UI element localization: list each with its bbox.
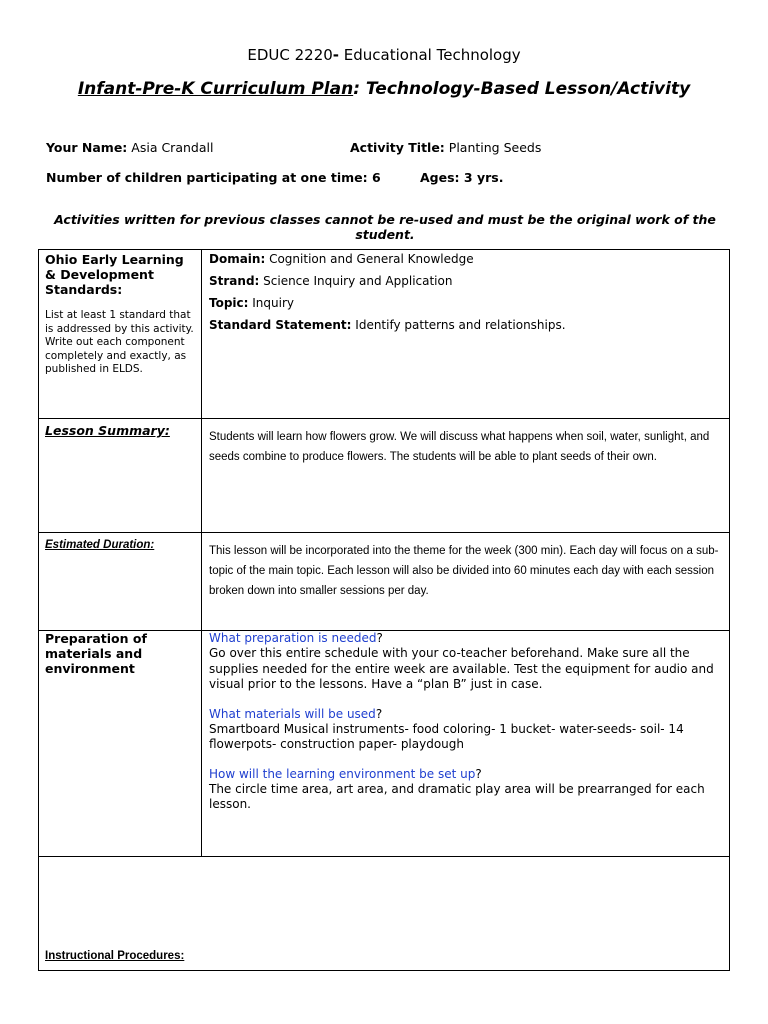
environment-question-mark: ? [475, 766, 482, 781]
statement-label: Standard Statement: [209, 318, 352, 332]
procedures-cell [39, 857, 730, 971]
name-row [46, 140, 213, 155]
strand-value: Science Inquiry and Application [259, 274, 453, 288]
statement-value: Identify patterns and relationships. [351, 318, 566, 332]
standards-label-cell [39, 250, 202, 419]
preparation-label-cell [39, 631, 202, 857]
procedures-row [39, 857, 730, 971]
materials-question-text: What materials will be used [209, 706, 376, 721]
procedures-heading: Instructional Procedures: [45, 950, 185, 962]
course-dash: - [332, 46, 340, 64]
document-title [0, 79, 768, 99]
domain-value: Cognition and General Knowledge [265, 252, 474, 266]
summary-content-cell [202, 419, 730, 533]
environment-answer: The circle time area, art area, and dramatic play area will be prearranged for each lesson. [209, 781, 705, 811]
environment-question [209, 767, 723, 782]
children-label: Number of children participating at one time: [46, 170, 368, 185]
duration-content-cell [202, 533, 730, 631]
standards-content-cell [202, 250, 730, 419]
domain-line [209, 252, 723, 267]
topic-label: Topic: [209, 296, 249, 310]
materials-question [209, 707, 723, 722]
children-row [46, 170, 381, 185]
duration-row [39, 533, 730, 631]
activity-value: Planting Seeds [444, 140, 542, 155]
title-colon: : [353, 79, 366, 99]
standards-row [39, 250, 730, 419]
originality-notice: Activities written for previous classes cannot be re-used and must be the original work of the student. [54, 212, 716, 242]
topic-value: Inquiry [248, 296, 295, 310]
domain-label: Domain: [209, 252, 266, 266]
lesson-plan-table [38, 249, 730, 971]
title-main: Infant-Pre-K Curriculum Plan [77, 79, 354, 99]
course-heading [0, 46, 768, 64]
standards-instructions: List at least 1 standard that is addressed by this activity. Write out each component completely and exactly, as published in ELDS. [45, 309, 194, 375]
name-value: Asia Crandall [127, 140, 214, 155]
summary-row [39, 419, 730, 533]
activity-label: Activity Title: [350, 140, 445, 155]
duration-label-cell [39, 533, 202, 631]
preparation-content-cell [202, 631, 730, 857]
course-name: Educational Technology [339, 46, 521, 64]
strand-label: Strand: [209, 274, 260, 288]
activity-row [350, 140, 541, 155]
name-label: Your Name: [46, 140, 128, 155]
preparation-question [209, 631, 723, 646]
ages-label: Ages: [420, 170, 460, 185]
preparation-answer: Go over this entire schedule with your co-teacher beforehand. Make sure all the supplies needed for the entire week are available. Test the equipment for audio and visual prior to the lessons. Have a “plan B” just in case. [209, 646, 714, 691]
duration-heading: Estimated Duration: [45, 539, 155, 551]
standards-heading: Ohio Early Learning & Development Standards: [45, 252, 184, 297]
materials-question-mark: ? [375, 706, 383, 721]
preparation-question-mark: ? [376, 631, 383, 645]
materials-answer: Smartboard Musical instruments- food coloring- 1 bucket- water-seeds- soil- 14 flowerpots- construction paper- playdough [209, 721, 684, 751]
children-value: 6 [367, 170, 381, 185]
preparation-question-text: What preparation is needed [209, 631, 377, 645]
summary-label-cell [39, 419, 202, 533]
preparation-row [39, 631, 730, 857]
ages-row [420, 170, 503, 185]
title-rest: Technology-Based Lesson/Activity [365, 79, 691, 99]
topic-line [209, 296, 723, 311]
summary-text: Students will learn how flowers grow. We will discuss what happens when soil, water, sunlight, and seeds combine to produce flowers. The students will be able to plant seeds of their own. [209, 431, 710, 463]
summary-heading: Lesson Summary: [45, 423, 170, 438]
duration-text: This lesson will be incorporated into the theme for the week (300 min). Each day will focus on a sub-topic of the main topic. Each lesson will also be divided into 60 minutes each day with each session broken down into smaller sessions per day. [209, 545, 719, 597]
strand-line [209, 274, 723, 289]
ages-value: 3 yrs. [459, 170, 504, 185]
preparation-heading: Preparation of materials and environment [45, 631, 147, 676]
statement-line [209, 318, 723, 333]
environment-question-text: How will the learning environment be set up [209, 766, 476, 781]
course-code: EDUC 2220 [247, 46, 333, 64]
